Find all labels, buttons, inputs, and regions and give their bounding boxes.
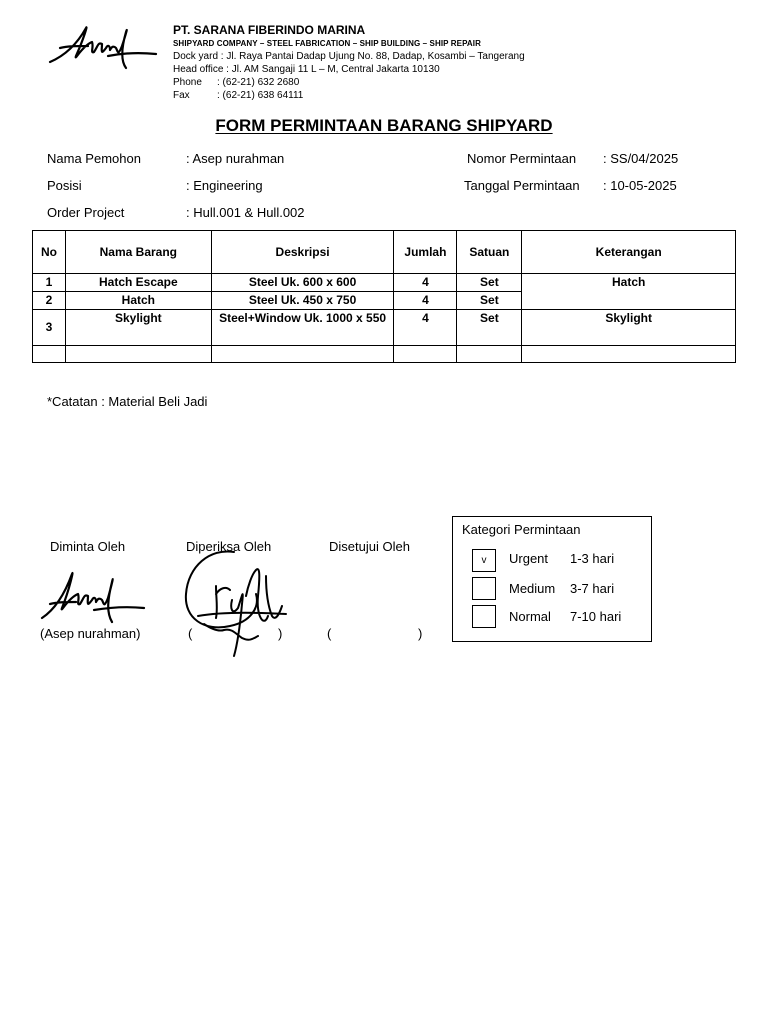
urgent-checkbox[interactable]: v: [472, 549, 496, 572]
cell-keterangan: Skylight: [522, 310, 736, 346]
diperiksa-paren-open: (: [188, 626, 193, 641]
cell-empty: [211, 346, 394, 363]
cell-no: 2: [33, 292, 66, 310]
cell-nama-barang: Hatch Escape: [65, 274, 211, 292]
cell-no: 1: [33, 274, 66, 292]
medium-days: 3-7 hari: [570, 581, 615, 596]
items-table: [32, 230, 736, 363]
cell-keterangan: Hatch: [522, 274, 736, 310]
cell-nama-barang: Skylight: [65, 310, 211, 346]
form-title: FORM PERMINTAAN BARANG SHIPYARD: [215, 116, 553, 135]
inspector-signature: [180, 546, 290, 668]
col-header-deskripsi: Deskripsi: [211, 231, 394, 274]
phone-line: [173, 77, 299, 88]
order-project-value: : Hull.001 & Hull.002: [186, 205, 305, 220]
col-header-no: No: [33, 231, 66, 274]
cell-satuan: Set: [457, 274, 522, 292]
cell-empty: [65, 346, 211, 363]
kategori-permintaan-title: Kategori Permintaan: [462, 522, 581, 537]
medium-label: Medium: [509, 581, 556, 596]
disetujui-oleh-label: Disetujui Oleh: [329, 539, 410, 554]
posisi-label: Posisi: [47, 178, 82, 193]
fax-value: : (62-21) 638 64111: [217, 90, 304, 101]
nomor-permintaan-value: : SS/04/2025: [603, 151, 679, 166]
cell-deskripsi: Steel+Window Uk. 1000 x 550: [211, 310, 394, 346]
company-tagline: SHIPYARD COMPANY – STEEL FABRICATION – SHIP BUILDING – SHIP REPAIR: [173, 39, 481, 48]
fax-line: [173, 90, 303, 101]
diperiksa-paren-close: ): [278, 626, 283, 641]
requester-signature: [38, 564, 148, 628]
normal-days: 7-10 hari: [570, 609, 622, 624]
phone-value: : (62-21) 632 2680: [217, 77, 300, 88]
urgent-days: 1-3 hari: [570, 551, 615, 566]
table-row: [33, 274, 736, 292]
cell-deskripsi: Steel Uk. 450 x 750: [211, 292, 394, 310]
company-logo-signature: [46, 16, 164, 74]
nomor-permintaan-label: Nomor Permintaan: [467, 151, 577, 166]
head-office-address: Head office : Jl. AM Sangaji 11 L – M, Central Jakarta 10130: [173, 64, 440, 75]
cell-satuan: Set: [457, 292, 522, 310]
phone-label: Phone: [173, 77, 202, 88]
diminta-name: (Asep nurahman): [40, 626, 141, 641]
disetujui-paren-open: (: [327, 626, 332, 641]
cell-empty: [457, 346, 522, 363]
col-header-keterangan: Keterangan: [522, 231, 736, 274]
normal-checkbox[interactable]: [472, 605, 496, 628]
table-row-empty: [33, 346, 736, 363]
disetujui-paren-close: ): [418, 626, 423, 641]
col-header-satuan: Satuan: [457, 231, 522, 274]
nama-pemohon-value: : Asep nurahman: [186, 151, 285, 166]
cell-jumlah: 4: [394, 274, 457, 292]
cell-jumlah: 4: [394, 310, 457, 346]
posisi-value: : Engineering: [186, 178, 263, 193]
medium-checkbox[interactable]: [472, 577, 496, 600]
cell-empty: [33, 346, 66, 363]
normal-label: Normal: [509, 609, 551, 624]
order-project-label: Order Project: [47, 205, 125, 220]
cell-no: 3: [33, 310, 66, 346]
cell-empty: [394, 346, 457, 363]
table-row: [33, 310, 736, 346]
cell-deskripsi: Steel Uk. 600 x 600: [211, 274, 394, 292]
urgent-label: Urgent: [509, 551, 549, 566]
cell-satuan: Set: [457, 310, 522, 346]
catatan-note: *Catatan : Material Beli Jadi: [47, 394, 208, 409]
tanggal-permintaan-value: : 10-05-2025: [603, 178, 677, 193]
dock-yard-address: Dock yard : Jl. Raya Pantai Dadap Ujung No. 88, Dadap, Kosambi – Tangerang: [173, 51, 525, 62]
cell-empty: [522, 346, 736, 363]
cell-jumlah: 4: [394, 292, 457, 310]
diminta-oleh-label: Diminta Oleh: [50, 539, 126, 554]
diperiksa-oleh-label: Diperiksa Oleh: [186, 539, 272, 554]
company-name: PT. SARANA FIBERINDO MARINA: [173, 23, 366, 37]
col-header-jumlah: Jumlah: [394, 231, 457, 274]
nama-pemohon-label: Nama Pemohon: [47, 151, 141, 166]
cell-nama-barang: Hatch: [65, 292, 211, 310]
table-header-row: [33, 231, 736, 274]
fax-label: Fax: [173, 90, 190, 101]
tanggal-permintaan-label: Tanggal Permintaan: [464, 178, 580, 193]
col-header-nama-barang: Nama Barang: [65, 231, 211, 274]
